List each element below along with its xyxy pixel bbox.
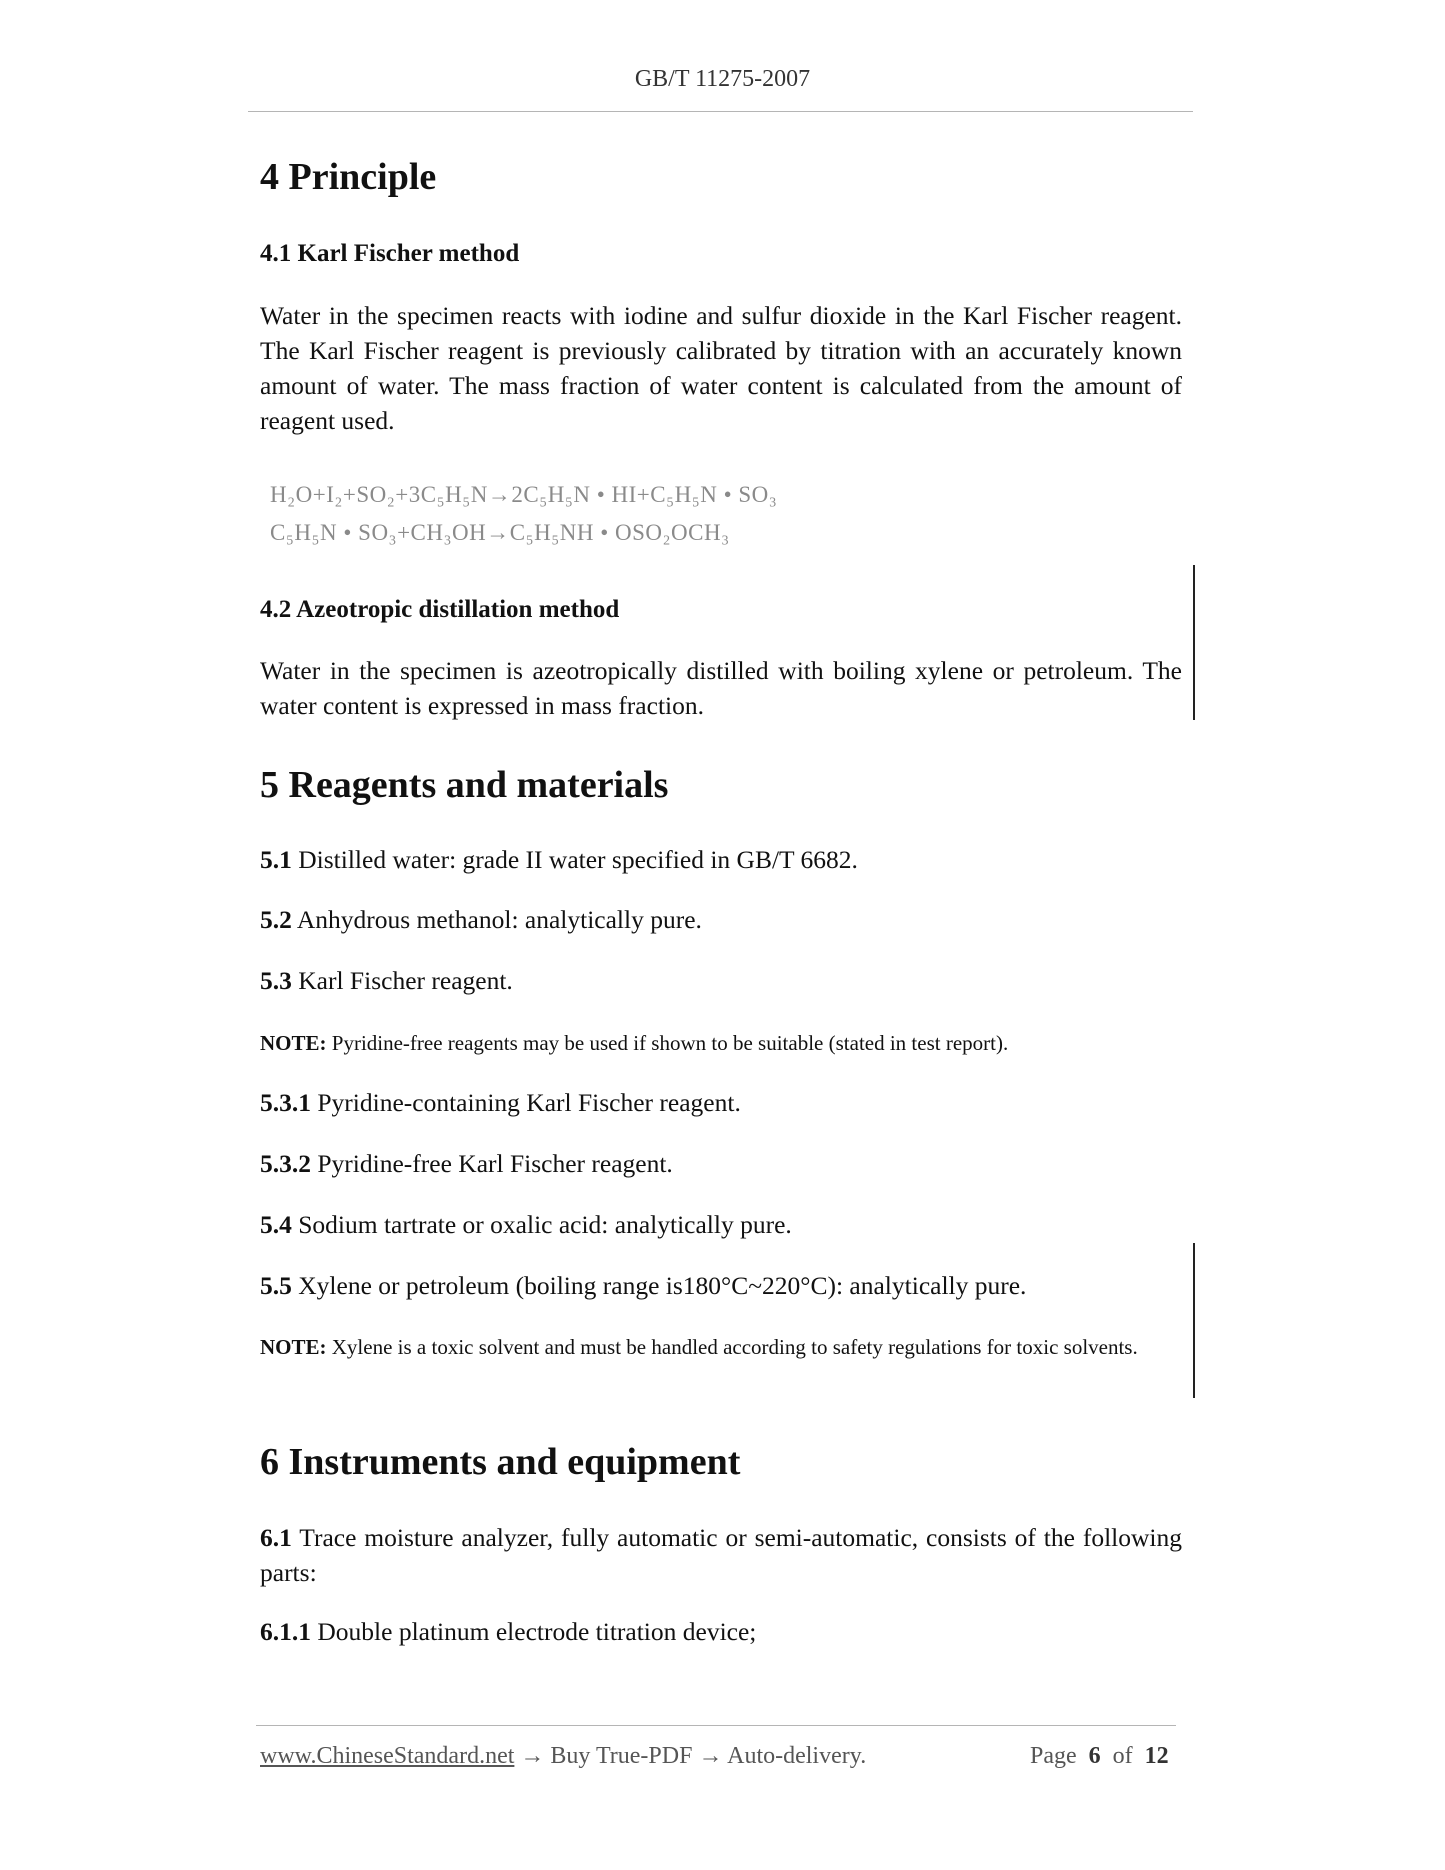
- section-6-heading: 6 Instruments and equipment: [260, 1441, 741, 1483]
- section-4-heading: 4 Principle: [260, 156, 437, 198]
- note-xylene-toxic: NOTE: Xylene is a toxic solvent and must be handled according to safety regulations for toxic solvents.: [260, 1335, 1138, 1359]
- footer-tagline: → Buy True-PDF → Auto-delivery.: [514, 1743, 867, 1769]
- footer-promo: [260, 1743, 866, 1770]
- page-indicator: Page 6 of 12: [1030, 1743, 1169, 1769]
- list-item: 5.3 Karl Fischer reagent.: [260, 966, 513, 995]
- note-pyridine-free: NOTE: Pyridine-free reagents may be used if shown to be suitable (stated in test report).: [260, 1031, 1009, 1055]
- list-item: 5.3.2 Pyridine-free Karl Fischer reagent.: [260, 1149, 673, 1178]
- section-5-heading: 5 Reagents and materials: [260, 764, 669, 806]
- list-item: 6.1.1 Double platinum electrode titration device;: [260, 1617, 757, 1646]
- footer-divider: [256, 1725, 1176, 1726]
- revision-change-bar: [1193, 565, 1195, 720]
- section-6-1-paragraph: 6.1 Trace moisture analyzer, fully automatic or semi-automatic, consists of the following parts:: [260, 1523, 1182, 1587]
- section-4-1-heading: 4.1 Karl Fischer method: [260, 240, 520, 267]
- list-item: 5.5 Xylene or petroleum (boiling range is180°C~220°C): analytically pure.: [260, 1271, 1027, 1300]
- list-item: 5.1 Distilled water: grade II water specified in GB/T 6682.: [260, 845, 858, 874]
- section-4-1-paragraph: Water in the specimen reacts with iodine and sulfur dioxide in the Karl Fischer reagent. The Karl Fischer reagent is previously calibrated by titration with an accurately known amount of water. The mass fraction of water content is calculated from the amount of reagent used.: [260, 301, 1182, 435]
- revision-change-bar: [1193, 1243, 1195, 1398]
- list-item: 5.3.1 Pyridine-containing Karl Fischer reagent.: [260, 1088, 741, 1117]
- reaction-equation-2: C₅H₅N • SO₃+CH₃OH→C₅H₅NH • OSO₂OCH₃: [270, 520, 730, 545]
- reaction-equation-1: H₂O+I₂+SO₂+3C₅H₅N→2C₅H₅N • HI+C₅H₅N • SO₃: [270, 482, 778, 507]
- document-id-header: GB/T 11275-2007: [634, 66, 811, 92]
- section-4-2-heading: 4.2 Azeotropic distillation method: [260, 596, 620, 623]
- section-4-2-paragraph: Water in the specimen is azeotropically distilled with boiling xylene or petroleum. The water content is expressed in mass fraction.: [260, 656, 1182, 720]
- header-divider: [248, 111, 1193, 112]
- list-item: 5.2 Anhydrous methanol: analytically pure.: [260, 905, 702, 934]
- chinesestandard-link[interactable]: www.ChineseStandard.net: [260, 1743, 515, 1769]
- list-item: 5.4 Sodium tartrate or oxalic acid: analytically pure.: [260, 1210, 792, 1239]
